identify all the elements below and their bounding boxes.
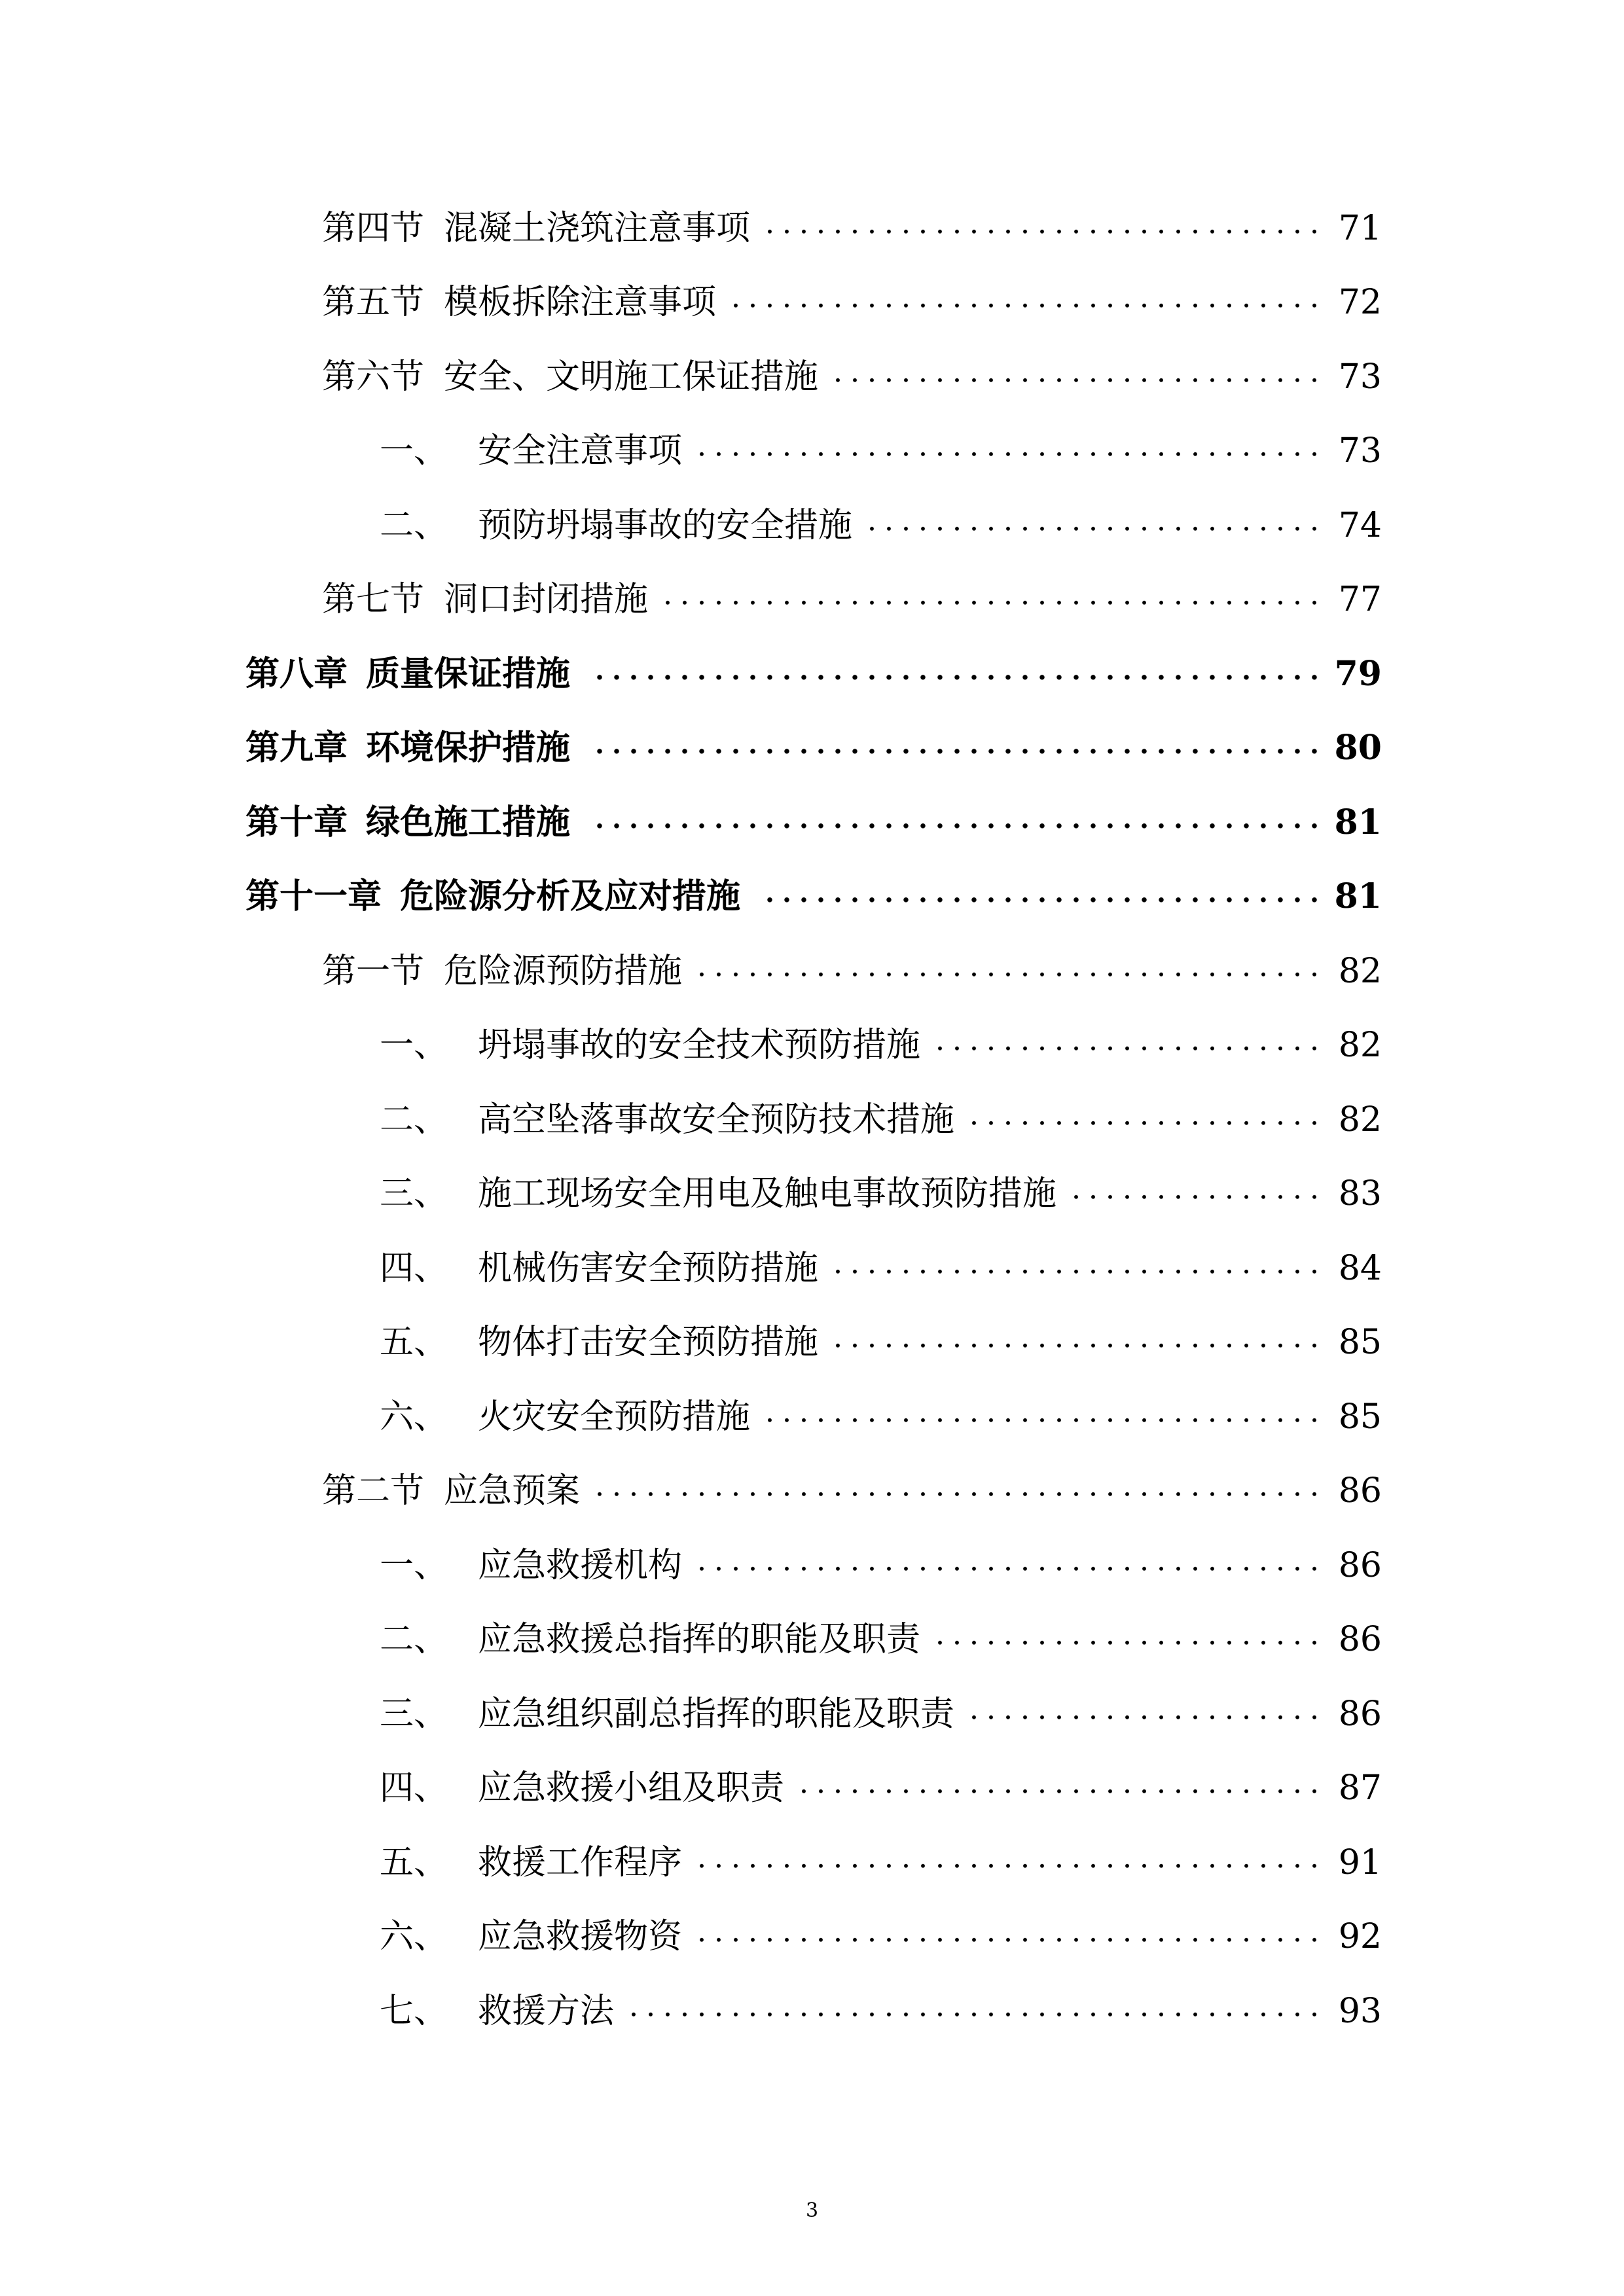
- toc-dot-leader: [693, 1565, 1323, 1573]
- toc-entry-number: 五、: [380, 1842, 448, 1882]
- toc-page-number: 82: [1338, 1100, 1382, 1139]
- toc-entry[interactable]: [0, 1751, 1624, 1826]
- toc-entry[interactable]: [0, 266, 1624, 340]
- toc-dot-leader: [761, 1416, 1323, 1424]
- toc-entry-number: 第四节: [322, 208, 425, 248]
- toc-page-number: 86: [1338, 1471, 1382, 1511]
- toc-dot-leader: [625, 2011, 1323, 2018]
- toc-page-number: 87: [1338, 1768, 1382, 1808]
- toc-entry-number: 二、: [380, 505, 448, 545]
- toc-entry[interactable]: [0, 563, 1624, 637]
- toc-page-number: 82: [1338, 1026, 1382, 1066]
- toc-entry-title: 混凝土浇筑注意事项: [444, 208, 751, 248]
- toc-dot-leader: [591, 822, 1323, 830]
- toc-dot-leader: [761, 896, 1323, 904]
- toc-dot-leader: [931, 1045, 1323, 1052]
- toc-entry-heading: [380, 1174, 1057, 1214]
- toc-entry-heading: [380, 1842, 683, 1882]
- toc-entry-number: 七、: [380, 1991, 448, 2031]
- toc-entry[interactable]: [0, 191, 1624, 266]
- toc-entry-heading: [380, 1768, 785, 1808]
- toc-entry-heading: [245, 802, 571, 842]
- toc-entry-heading: [380, 1917, 683, 1957]
- toc-entry-heading: [380, 1026, 921, 1066]
- toc-entry-number: 第九章: [245, 728, 348, 768]
- toc-entry-number: 第六节: [322, 357, 425, 397]
- toc-dot-leader: [931, 1639, 1323, 1647]
- toc-dot-leader: [761, 228, 1323, 236]
- toc-page-number: 86: [1338, 1620, 1382, 1660]
- toc-dot-leader: [1068, 1193, 1323, 1201]
- toc-entry-number: 六、: [380, 1397, 448, 1437]
- toc-entry-number: 三、: [380, 1694, 448, 1734]
- toc-dot-leader: [591, 673, 1323, 681]
- toc-entry-heading: [245, 653, 571, 694]
- toc-entry-number: 三、: [380, 1174, 448, 1214]
- toc-page-number: 93: [1338, 1991, 1382, 2031]
- toc-page-number: 85: [1338, 1323, 1382, 1363]
- toc-page-number: 74: [1338, 505, 1382, 545]
- toc-entry[interactable]: [0, 785, 1624, 860]
- toc-dot-leader: [693, 1862, 1323, 1870]
- toc-page-number: 77: [1338, 580, 1382, 620]
- toc-entry-number: 二、: [380, 1100, 448, 1139]
- toc-entry[interactable]: [0, 414, 1624, 489]
- toc-entry-title: 安全、文明施工保证措施: [444, 357, 819, 397]
- toc-entry-number: 第八章: [245, 653, 348, 694]
- toc-entry-number: 第五节: [322, 283, 425, 323]
- toc-page-number: 79: [1334, 653, 1382, 694]
- toc-entry-title: 洞口封闭措施: [444, 580, 649, 620]
- table-of-contents: [0, 191, 1624, 2049]
- toc-entry-number: 六、: [380, 1917, 448, 1957]
- toc-entry-heading: [322, 580, 649, 620]
- toc-entry-title: 坍塌事故的安全技术预防措施: [478, 1026, 921, 1066]
- toc-dot-leader: [727, 302, 1323, 310]
- toc-dot-leader: [829, 1268, 1323, 1276]
- toc-entry-number: 四、: [380, 1248, 448, 1288]
- toc-entry-heading: [380, 431, 683, 471]
- toc-entry-heading: [380, 505, 853, 545]
- toc-entry-heading: [322, 208, 751, 248]
- toc-page-number: 71: [1338, 208, 1382, 248]
- toc-page-number: 86: [1338, 1545, 1382, 1585]
- toc-entry-title: 物体打击安全预防措施: [478, 1323, 819, 1363]
- toc-entry-heading: [245, 876, 741, 917]
- toc-entry-number: 一、: [380, 1026, 448, 1066]
- toc-entry-number: 四、: [380, 1768, 448, 1808]
- toc-entry-number: 第七节: [322, 580, 425, 620]
- toc-entry-title: 高空坠落事故安全预防技术措施: [478, 1100, 955, 1139]
- toc-entry-title: 危险源分析及应对措施: [400, 876, 741, 917]
- toc-page-number: 81: [1334, 802, 1382, 842]
- toc-page-number: 72: [1338, 283, 1382, 323]
- toc-entry-title: 应急救援物资: [478, 1917, 683, 1957]
- toc-dot-leader: [591, 747, 1323, 755]
- toc-entry-title: 机械伤害安全预防措施: [478, 1248, 819, 1288]
- toc-entry[interactable]: [0, 1083, 1624, 1157]
- toc-entry[interactable]: [0, 1009, 1624, 1083]
- toc-entry-heading: [380, 1248, 819, 1288]
- toc-entry-title: 应急救援小组及职责: [478, 1768, 785, 1808]
- toc-entry-title: 施工现场安全用电及触电事故预防措施: [478, 1174, 1057, 1214]
- toc-entry-number: 第二节: [322, 1471, 425, 1511]
- toc-entry[interactable]: [0, 860, 1624, 935]
- toc-page-number: 73: [1338, 431, 1382, 471]
- toc-entry-heading: [380, 1397, 751, 1437]
- toc-entry[interactable]: [0, 1454, 1624, 1529]
- toc-page-number: 84: [1338, 1248, 1382, 1288]
- toc-page-number: 82: [1338, 951, 1382, 991]
- toc-entry-title: 应急救援机构: [478, 1545, 683, 1585]
- toc-entry-number: 一、: [380, 431, 448, 471]
- toc-entry[interactable]: [0, 340, 1624, 414]
- toc-entry[interactable]: [0, 1380, 1624, 1454]
- toc-page-number: 73: [1338, 357, 1382, 397]
- toc-page-number: 86: [1338, 1694, 1382, 1734]
- toc-entry[interactable]: [0, 1231, 1624, 1306]
- toc-entry-number: 二、: [380, 1620, 448, 1660]
- toc-dot-leader: [693, 1936, 1323, 1944]
- toc-entry-title: 火灾安全预防措施: [478, 1397, 751, 1437]
- toc-entry-title: 救援工作程序: [478, 1842, 683, 1882]
- toc-entry-number: 第十章: [245, 802, 348, 842]
- toc-dot-leader: [795, 1787, 1323, 1795]
- toc-dot-leader: [659, 599, 1323, 607]
- toc-entry-title: 预防坍塌事故的安全措施: [478, 505, 853, 545]
- toc-page-number: 83: [1338, 1174, 1382, 1214]
- toc-entry-heading: [380, 1620, 921, 1660]
- toc-entry-heading: [380, 1694, 955, 1734]
- toc-entry-heading: [380, 1323, 819, 1363]
- toc-page-number: 80: [1334, 728, 1382, 768]
- toc-entry[interactable]: [0, 1677, 1624, 1751]
- toc-entry-title: 质量保证措施: [366, 653, 571, 694]
- toc-page-number: 81: [1334, 876, 1382, 917]
- toc-entry-title: 应急预案: [444, 1471, 581, 1511]
- toc-dot-leader: [965, 1713, 1323, 1721]
- toc-entry-number: 一、: [380, 1545, 448, 1585]
- toc-entry-heading: [380, 1100, 955, 1139]
- toc-entry-heading: [322, 951, 683, 991]
- toc-dot-leader: [693, 450, 1323, 458]
- toc-entry[interactable]: [0, 488, 1624, 563]
- toc-page-number: 92: [1338, 1917, 1382, 1957]
- toc-dot-leader: [829, 376, 1323, 384]
- toc-entry-heading: [322, 357, 819, 397]
- toc-entry[interactable]: [0, 934, 1624, 1009]
- toc-entry-heading: [322, 283, 717, 323]
- toc-entry-number: 五、: [380, 1323, 448, 1363]
- toc-entry[interactable]: [0, 1157, 1624, 1232]
- toc-dot-leader: [591, 1490, 1323, 1498]
- page-number: 3: [805, 2199, 819, 2222]
- toc-entry[interactable]: [0, 1306, 1624, 1380]
- toc-entry-heading: [322, 1471, 581, 1511]
- toc-entry-title: 救援方法: [478, 1991, 615, 2031]
- toc-entry-heading: [380, 1545, 683, 1585]
- toc-page-number: 91: [1338, 1842, 1382, 1882]
- toc-dot-leader: [863, 525, 1323, 533]
- toc-dot-leader: [965, 1119, 1323, 1127]
- toc-entry-title: 应急组织副总指挥的职能及职责: [478, 1694, 955, 1734]
- toc-page-number: 85: [1338, 1397, 1382, 1437]
- toc-entry-title: 应急救援总指挥的职能及职责: [478, 1620, 921, 1660]
- toc-dot-leader: [829, 1342, 1323, 1350]
- toc-entry-title: 环境保护措施: [366, 728, 571, 768]
- toc-entry[interactable]: [0, 1528, 1624, 1603]
- toc-dot-leader: [693, 971, 1323, 978]
- toc-entry[interactable]: [0, 1825, 1624, 1900]
- toc-entry[interactable]: [0, 711, 1624, 786]
- toc-entry-title: 绿色施工措施: [366, 802, 571, 842]
- toc-entry-title: 危险源预防措施: [444, 951, 683, 991]
- toc-entry[interactable]: [0, 1974, 1624, 2049]
- toc-entry-number: 第十一章: [245, 876, 382, 917]
- toc-entry-title: 安全注意事项: [478, 431, 683, 471]
- toc-entry-number: 第一节: [322, 951, 425, 991]
- toc-entry[interactable]: [0, 637, 1624, 711]
- toc-entry-title: 模板拆除注意事项: [444, 283, 717, 323]
- toc-entry[interactable]: [0, 1900, 1624, 1975]
- toc-entry-heading: [245, 728, 571, 768]
- toc-entry-heading: [380, 1991, 615, 2031]
- toc-entry[interactable]: [0, 1603, 1624, 1677]
